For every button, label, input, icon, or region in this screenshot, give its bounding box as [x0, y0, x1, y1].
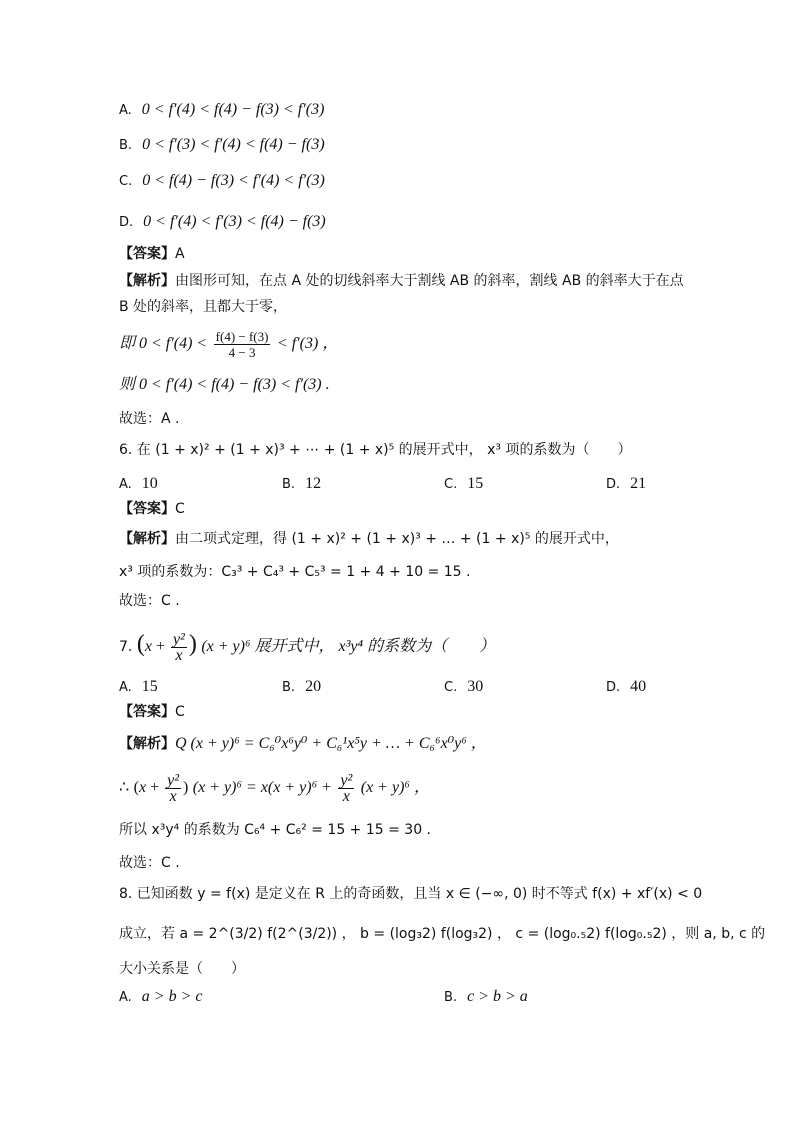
- q5-choice-line: 故选：A .: [119, 411, 180, 427]
- q7-paren-open: (: [136, 631, 145, 657]
- q8-line3: 大小关系是（ ）: [119, 961, 245, 977]
- q8-option-a: A. a > b > c: [119, 988, 203, 1005]
- q6-analysis-line1: 【解析】由二项式定理，得 (1 + x)² + (1 + x)³ + … + (1 + x)⁵ 的展开式中，: [119, 531, 619, 547]
- q5-option-c: C. 0 < f(4) − f(3) < f′(4) < f′(3): [119, 172, 325, 189]
- q5-answer: 【答案】A: [119, 246, 185, 262]
- q7-answer: 【答案】C: [119, 704, 185, 720]
- q5-option-a: A. 0 < f′(4) < f(4) − f(3) < f′(3): [119, 101, 325, 118]
- q5-analysis-line2: B 处的斜率，且都大于零，: [119, 299, 288, 315]
- q8-line1: 8. 已知函数 y = f(x) 是定义在 R 上的奇函数，且当 x ∈ (−∞, 0) 时不等式 f(x) + xf′(x) < 0: [119, 886, 703, 902]
- q7-option-b: B. 20: [282, 678, 322, 695]
- q5-derivation: 即 0 < f′(4) < $\frac{f(4) - f(3)}{4 - 3}$ < f′(3) ，: [119, 328, 339, 360]
- q5-option-b: B. 0 < f′(3) < f′(4) < f(4) − f(3): [119, 136, 325, 153]
- q7-choice-line: 故选：C .: [119, 855, 180, 871]
- q5-fraction: $\frac{f(4) - f(3)}{4 - 3}$: [215, 328, 269, 360]
- q7-coef-line: 所以 x³y⁴ 的系数为 C₆⁴ + C₆² = 15 + 15 = 30 .: [119, 822, 432, 838]
- q7-option-a: A. 15: [119, 678, 158, 695]
- q6-option-b: B. 12: [282, 475, 322, 492]
- q8-line2: 成立，若 a = 2^(3/2) f(2^(3/2)) ， b = (log₃2) f(log₃2) ， c = (log₀.₅2) f(log₀.₅2) ，则 a, b, c 的: [119, 926, 766, 942]
- q6-stem: 6. 在 (1 + x)² + (1 + x)³ + ⋯ + (1 + x)⁵ 的展开式中， x³ 项的系数为（ ）: [119, 442, 632, 458]
- q6-choice-line: 故选：C .: [119, 593, 180, 609]
- q7-paren-close: ): [188, 631, 197, 657]
- q6-answer: 【答案】C: [119, 501, 185, 517]
- q7-analysis-line2: ∴ (x + $\frac{\text{y²}}{x}$ ) (x + y)⁶ = x(x + y)⁶ + $\frac{\text{y²}}{x}$ (x + y)⁶ ，: [119, 771, 430, 805]
- q6-option-d: D. 21: [606, 475, 647, 492]
- q7-option-c: C. 30: [444, 678, 484, 695]
- q8-option-b: B. c > b > a: [444, 988, 528, 1005]
- q7-stem: 7. (x + $\frac{\text{y²}}{x}$ ) (x + y)⁶ 展开式中， x³y⁴ 的系数为（ ）: [119, 630, 496, 664]
- q6-option-c: C. 15: [444, 475, 484, 492]
- q6-option-a: A. 10: [119, 475, 158, 492]
- q5-then-line: 则 0 < f′(4) < f(4) − f(3) < f′(3) .: [119, 376, 330, 393]
- q6-analysis-line2: x³ 项的系数为：C₃³ + C₄³ + C₅³ = 1 + 4 + 10 = 15 .: [119, 564, 471, 580]
- q7-fraction: $\frac{\text{y²}}{x}$: [172, 630, 185, 664]
- q5-option-d: D. 0 < f′(4) < f′(3) < f(4) − f(3): [119, 213, 326, 230]
- q5-analysis-line1: 【解析】由图形可知，在点 A 处的切线斜率大于割线 AB 的斜率，割线 AB 的斜率大于在点: [119, 273, 684, 289]
- q7-option-d: D. 40: [606, 678, 647, 695]
- q7-analysis-line1: 【解析】Q (x + y)⁶ = C₆⁰x⁶y⁰ + C₆¹x⁵y + … + C₆⁶x⁰y⁶ ，: [119, 735, 487, 752]
